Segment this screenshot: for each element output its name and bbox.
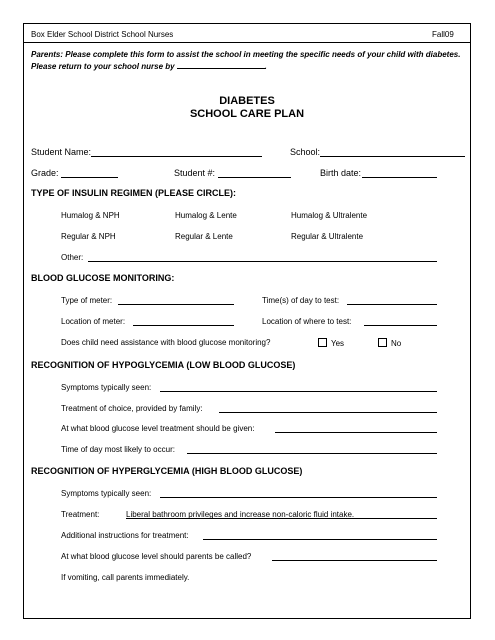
hyper-call-field[interactable] [272, 560, 437, 561]
birth-date-field[interactable] [362, 177, 437, 178]
insulin-option[interactable]: Humalog & NPH [61, 211, 120, 220]
student-number-field[interactable] [218, 177, 291, 178]
hyper-additional-label: Additional instructions for treatment: [61, 531, 189, 540]
assist-question: Does child need assistance with blood glucose monitoring? [61, 338, 271, 347]
student-name-field[interactable] [91, 156, 262, 157]
hypo-time-label: Time of day most likely to occur: [61, 445, 175, 454]
hyper-call-label: At what blood glucose level should parents be called? [61, 552, 252, 561]
term-label: Fall09 [432, 30, 454, 39]
insulin-other-field[interactable] [88, 261, 437, 262]
hyper-symptoms-field[interactable] [160, 497, 437, 498]
instructions-line-2: Please return to your school nurse by . [31, 62, 267, 71]
insulin-option[interactable]: Regular & NPH [61, 232, 116, 241]
hyper-treatment-label: Treatment: [61, 510, 100, 519]
test-location-label: Location of where to test: [262, 317, 352, 326]
birth-date-label: Birth date: [320, 168, 362, 178]
school-field[interactable] [320, 156, 465, 157]
meter-location-label: Location of meter: [61, 317, 126, 326]
insulin-heading: TYPE OF INSULIN REGIMEN (PLEASE CIRCLE): [31, 188, 237, 198]
test-location-field[interactable] [364, 325, 437, 326]
hypo-symptoms-label: Symptoms typically seen: [61, 383, 152, 392]
hypo-level-label: At what blood glucose level treatment should be given: [61, 424, 255, 433]
test-time-field[interactable] [347, 304, 437, 305]
form-title-1: DIABETES [219, 95, 275, 107]
student-number-label: Student #: [174, 168, 216, 178]
hypo-time-field[interactable] [187, 453, 437, 454]
hyper-symptoms-label: Symptoms typically seen: [61, 489, 152, 498]
hyper-heading: RECOGNITION OF HYPERGLYCEMIA (HIGH BLOOD GLUCOSE) [31, 466, 303, 476]
hypo-treatment-field[interactable] [219, 412, 437, 413]
instructions-line-1: Parents: Please complete this form to assist the school in meeting the specific needs of your child with diabetes. [31, 50, 461, 59]
meter-type-field[interactable] [118, 304, 234, 305]
insulin-option[interactable]: Regular & Lente [175, 232, 233, 241]
hypo-level-field[interactable] [275, 432, 437, 433]
assist-yes-option[interactable]: Yes [318, 338, 344, 348]
hypo-treatment-label: Treatment of choice, provided by family: [61, 404, 203, 413]
test-time-label: Time(s) of day to test: [262, 296, 340, 305]
return-date-field[interactable] [177, 60, 265, 69]
vomiting-note: If vomiting, call parents immediately. [61, 573, 190, 582]
hyper-treatment-value: Liberal bathroom privileges and increase non-caloric fluid intake. [126, 510, 355, 519]
meter-type-label: Type of meter: [61, 296, 113, 305]
school-label: School: [290, 147, 321, 157]
meter-location-field[interactable] [133, 325, 234, 326]
district-header: Box Elder School District School Nurses [31, 30, 174, 39]
student-name-label: Student Name: [31, 147, 92, 157]
yes-checkbox[interactable] [318, 338, 327, 347]
form-title-2: SCHOOL CARE PLAN [189, 108, 305, 120]
hypo-symptoms-field[interactable] [160, 391, 437, 392]
insulin-other-label: Other: [61, 253, 84, 262]
grade-label: Grade: [31, 168, 59, 178]
monitoring-heading: BLOOD GLUCOSE MONITORING: [31, 273, 175, 283]
hyper-additional-field[interactable] [203, 539, 437, 540]
header-divider [23, 42, 471, 43]
hyper-treatment-field[interactable] [126, 518, 437, 519]
insulin-option[interactable]: Humalog & Lente [175, 211, 237, 220]
hypo-heading: RECOGNITION OF HYPOGLYCEMIA (LOW BLOOD GLUCOSE) [31, 360, 296, 370]
insulin-option[interactable]: Humalog & Ultralente [291, 211, 368, 220]
no-checkbox[interactable] [378, 338, 387, 347]
insulin-option[interactable]: Regular & Ultralente [291, 232, 364, 241]
grade-field[interactable] [61, 177, 118, 178]
assist-no-option[interactable]: No [378, 338, 401, 348]
